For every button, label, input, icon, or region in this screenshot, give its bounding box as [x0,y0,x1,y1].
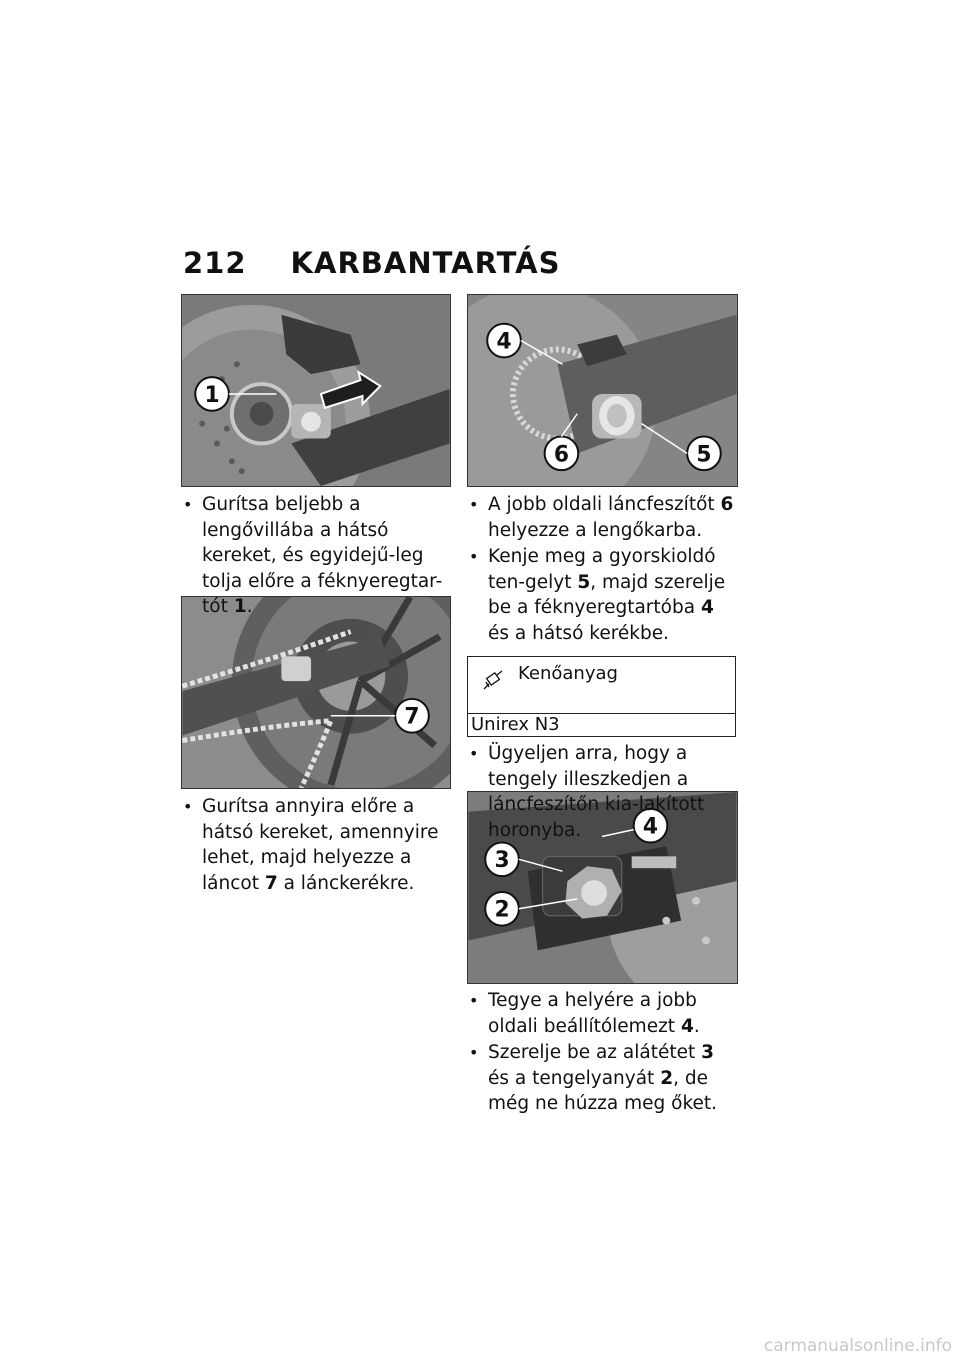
callout-5: 5 [696,442,712,468]
figure-1-illustration [182,295,450,486]
step-fit-washer-nut: • Szerelje be az alátétet 3 és a tengelyanyát 2, de még ne húzza meg őket. [467,1040,739,1117]
lubricant-gun-icon [480,669,506,703]
section-title: KARBANTARTÁS [290,246,561,280]
page-header [183,243,560,283]
left-column-step-1 [181,492,453,621]
figure-chain-adjuster-axle [467,294,738,487]
callout-3: 3 [494,848,510,874]
page-number: 212 [183,246,247,280]
step-fit-adjuster-plate: • Tegye a helyére a jobb oldali beállítólemezt 4. [467,988,739,1039]
lubricant-value: Unirex N3 [471,714,560,735]
step-place-chain: • Gurítsa annyira előre a hátsó kereket, amennyire lehet, majd helyezze a láncot 7 a lánckerékre. [181,794,453,896]
lubricant-table [467,656,736,737]
callout-1: 1 [204,382,220,408]
callout-4: 4 [642,814,659,840]
callout-6: 6 [553,442,570,468]
callout-2: 2 [494,897,510,923]
watermark: carmanualsonline.info [763,1336,952,1356]
figure-2-illustration [182,597,450,788]
step-check-axle-groove: • Ügyeljen arra, hogy a tengely illeszkedjen a láncfeszítőn kia-lakított horonyba. [467,741,739,843]
figure-3-illustration [468,295,737,486]
right-column-upper [467,492,739,844]
step-lubricate-axle: • Kenje meg a gyorskioldó ten-gelyt 5, majd szerelje be a féknyeregtartóba 4 és a hátsó kerékbe. [467,544,739,646]
right-column-lower [467,988,739,1118]
figure-brake-caliper-carrier [181,294,451,487]
lubricant-label: Kenőanyag [518,663,618,684]
step-push-wheel-in: • Gurítsa beljebb a lengővillába a hátsó kereket, és egyidejű-leg tolja előre a féknyeregtar-tót 1. [181,492,453,620]
step-insert-chain-adjuster: • A jobb oldali láncfeszítőt 6 helyezze a lengőkarba. [467,492,739,543]
figure-chain-sprocket [181,596,451,789]
callout-7: 7 [404,704,420,730]
lubricant-header [468,657,735,714]
left-column-step-2 [181,794,453,897]
callout-4: 4 [496,329,512,355]
